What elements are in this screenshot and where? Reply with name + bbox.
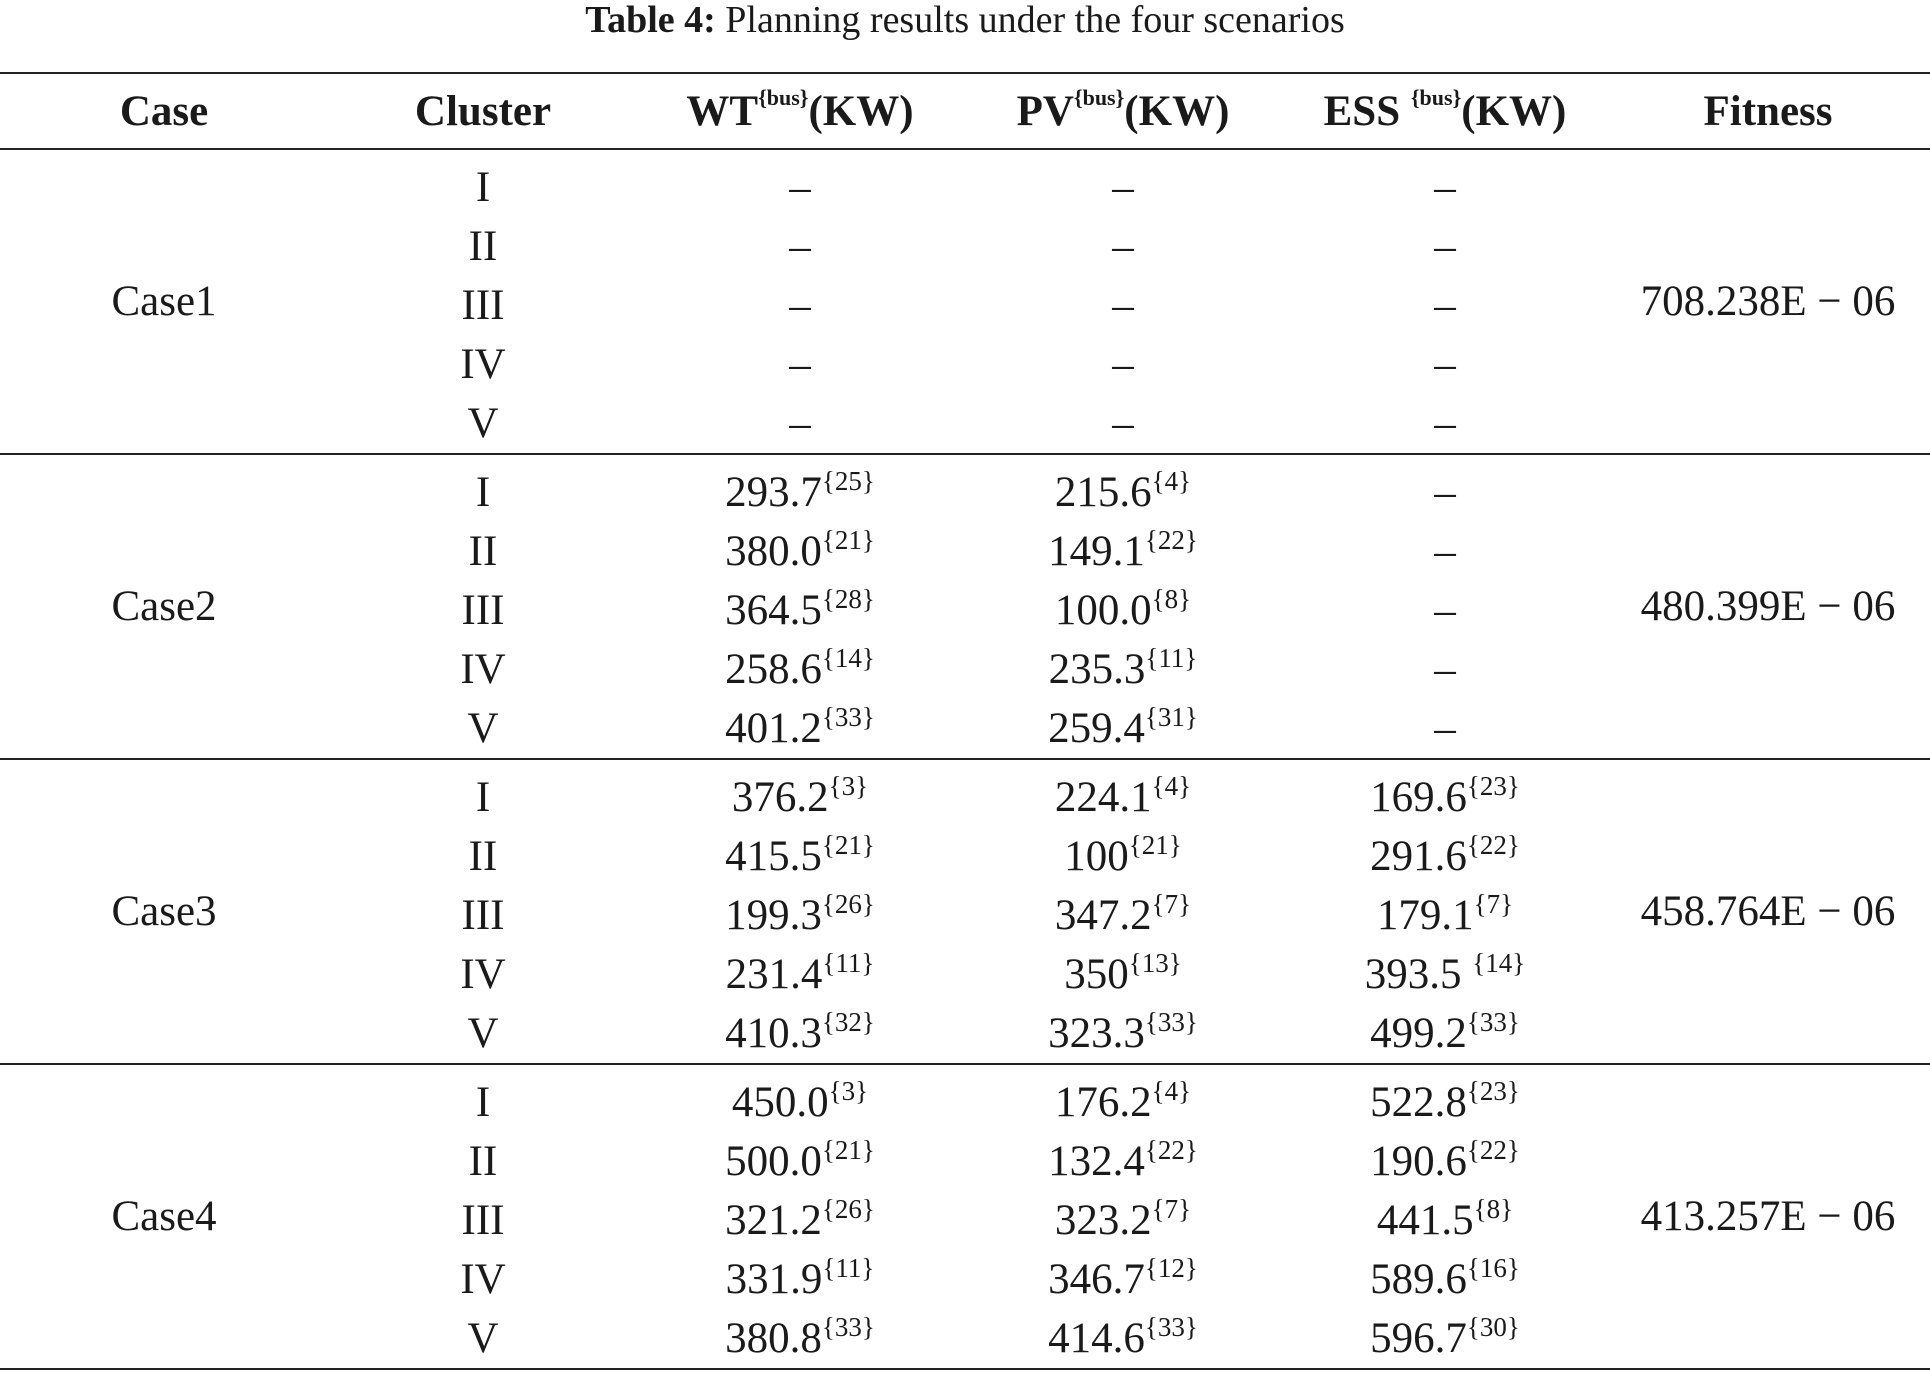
ess-cell bbox=[1284, 1132, 1606, 1191]
pv-value: 414.6 bbox=[1048, 1315, 1145, 1362]
pv-bus-index: {13} bbox=[1128, 948, 1182, 978]
table-caption-text: Planning results under the four scenarios bbox=[715, 0, 1345, 41]
wt-value: 380.0 bbox=[725, 528, 822, 575]
pv-cell bbox=[962, 640, 1284, 699]
wt-bus-index: {26} bbox=[821, 889, 875, 919]
header-wt bbox=[638, 73, 962, 149]
wt-cell bbox=[638, 581, 962, 640]
header-wt-sup: {bus} bbox=[758, 84, 809, 110]
table-header bbox=[0, 73, 1930, 149]
cluster-cell: V bbox=[328, 699, 638, 759]
ess-cell bbox=[1284, 335, 1606, 394]
wt-cell bbox=[638, 945, 962, 1004]
cluster-cell: II bbox=[468, 528, 498, 575]
pv-value: 132.4 bbox=[1048, 1138, 1145, 1185]
ess-value: – bbox=[1434, 223, 1456, 270]
cluster-cell: III bbox=[461, 892, 505, 939]
wt-bus-index: {33} bbox=[821, 1312, 875, 1342]
ess-bus-index: {22} bbox=[1466, 1135, 1520, 1165]
pv-bus-index: {4} bbox=[1151, 771, 1192, 801]
wt-bus-index: {21} bbox=[821, 830, 875, 860]
case-group bbox=[0, 759, 1930, 1064]
case-name-cell: Case2 bbox=[0, 454, 328, 759]
wt-bus-index: {21} bbox=[821, 1135, 875, 1165]
pv-bus-index: {12} bbox=[1144, 1253, 1198, 1283]
ess-cell bbox=[1284, 699, 1606, 759]
wt-cell bbox=[638, 335, 962, 394]
pv-bus-index: {22} bbox=[1144, 525, 1198, 555]
pv-bus-index: {7} bbox=[1151, 1194, 1192, 1224]
pv-cell bbox=[962, 276, 1284, 335]
wt-value: – bbox=[789, 282, 811, 329]
cluster-cell: IV bbox=[460, 646, 506, 693]
pv-cell bbox=[962, 1309, 1284, 1369]
header-ess-name: ESS bbox=[1323, 87, 1411, 135]
cluster-cell: III bbox=[461, 587, 505, 634]
wt-bus-index: {14} bbox=[821, 643, 875, 673]
ess-cell bbox=[1284, 1250, 1606, 1309]
wt-cell bbox=[638, 1064, 962, 1132]
ess-cell bbox=[1284, 640, 1606, 699]
wt-bus-index: {3} bbox=[828, 771, 869, 801]
ess-value: – bbox=[1434, 587, 1456, 634]
pv-cell bbox=[962, 454, 1284, 522]
ess-value: 179.1 bbox=[1376, 892, 1474, 939]
cluster-cell: I bbox=[475, 1079, 491, 1126]
wt-value: 410.3 bbox=[725, 1010, 822, 1057]
wt-bus-index: {32} bbox=[821, 1007, 875, 1037]
pv-value: 347.2 bbox=[1054, 892, 1152, 939]
wt-value: 199.3 bbox=[725, 892, 822, 939]
wt-value: 364.5 bbox=[725, 587, 822, 634]
ess-value: – bbox=[1434, 164, 1456, 211]
case-group bbox=[0, 149, 1930, 454]
pv-bus-index: {31} bbox=[1144, 702, 1198, 732]
wt-cell bbox=[638, 827, 962, 886]
table-row bbox=[0, 759, 1930, 827]
wt-bus-index: {28} bbox=[821, 584, 875, 614]
ess-cell bbox=[1284, 1004, 1606, 1064]
ess-cell bbox=[1284, 581, 1606, 640]
ess-cell bbox=[1284, 217, 1606, 276]
ess-value: 499.2 bbox=[1370, 1010, 1467, 1057]
wt-cell bbox=[638, 699, 962, 759]
pv-cell bbox=[962, 1250, 1284, 1309]
pv-value: – bbox=[1112, 223, 1134, 270]
wt-cell bbox=[638, 276, 962, 335]
cluster-cell: III bbox=[461, 1197, 505, 1244]
case-group bbox=[0, 454, 1930, 759]
ess-value: 441.5 bbox=[1376, 1197, 1474, 1244]
pv-cell bbox=[962, 1064, 1284, 1132]
fitness-cell: 413.257E − 06 bbox=[1606, 1064, 1930, 1369]
wt-value: 415.5 bbox=[725, 833, 822, 880]
wt-cell bbox=[638, 640, 962, 699]
pv-bus-index: {33} bbox=[1144, 1007, 1198, 1037]
ess-bus-index: {22} bbox=[1466, 830, 1520, 860]
ess-bus-index: {16} bbox=[1466, 1253, 1520, 1283]
header-fitness: Fitness bbox=[1606, 73, 1930, 149]
wt-cell bbox=[638, 217, 962, 276]
pv-value: 259.4 bbox=[1048, 705, 1145, 752]
ess-cell bbox=[1284, 149, 1606, 217]
case-name-cell: Case3 bbox=[0, 759, 328, 1064]
wt-bus-index: {21} bbox=[821, 525, 875, 555]
pv-value: – bbox=[1112, 341, 1134, 388]
wt-value: – bbox=[789, 400, 811, 447]
wt-cell bbox=[638, 149, 962, 217]
case-name-cell: Case1 bbox=[0, 149, 328, 454]
pv-cell bbox=[962, 335, 1284, 394]
planning-results-table bbox=[0, 72, 1930, 1370]
table-row bbox=[0, 454, 1930, 522]
ess-value: – bbox=[1434, 341, 1456, 388]
wt-bus-index: {11} bbox=[822, 948, 875, 978]
pv-cell bbox=[962, 827, 1284, 886]
wt-cell bbox=[638, 1309, 962, 1369]
pv-value: 100.0 bbox=[1054, 587, 1152, 634]
ess-bus-index: {8} bbox=[1473, 1194, 1514, 1224]
wt-value: 321.2 bbox=[725, 1197, 822, 1244]
pv-value: 323.3 bbox=[1048, 1010, 1145, 1057]
wt-bus-index: {26} bbox=[821, 1194, 875, 1224]
ess-value: – bbox=[1434, 528, 1456, 575]
pv-bus-index: {21} bbox=[1128, 830, 1182, 860]
pv-cell bbox=[962, 522, 1284, 581]
ess-bus-index: {14} bbox=[1472, 948, 1526, 978]
pv-value: 176.2 bbox=[1054, 1079, 1152, 1126]
header-pv-unit: (KW) bbox=[1124, 87, 1230, 135]
pv-value: 100 bbox=[1064, 833, 1129, 880]
wt-value: 376.2 bbox=[731, 774, 829, 821]
ess-cell bbox=[1284, 276, 1606, 335]
ess-cell bbox=[1284, 827, 1606, 886]
cluster-cell: I bbox=[475, 774, 491, 821]
ess-value: 393.5 bbox=[1364, 951, 1473, 998]
pv-cell bbox=[962, 945, 1284, 1004]
ess-value: – bbox=[1434, 646, 1456, 693]
pv-bus-index: {22} bbox=[1144, 1135, 1198, 1165]
header-pv-name: PV bbox=[1016, 87, 1074, 135]
wt-bus-index: {33} bbox=[821, 702, 875, 732]
pv-cell bbox=[962, 699, 1284, 759]
ess-cell bbox=[1284, 945, 1606, 1004]
ess-value: – bbox=[1434, 400, 1456, 447]
table-caption bbox=[0, 0, 1930, 40]
table-row bbox=[0, 149, 1930, 217]
ess-cell bbox=[1284, 886, 1606, 945]
header-wt-unit: (KW) bbox=[808, 87, 914, 135]
cluster-cell: II bbox=[468, 223, 498, 270]
ess-cell bbox=[1284, 1064, 1606, 1132]
header-pv bbox=[962, 73, 1284, 149]
pv-cell bbox=[962, 886, 1284, 945]
ess-cell bbox=[1284, 1191, 1606, 1250]
cluster-cell: IV bbox=[460, 951, 506, 998]
ess-bus-index: {23} bbox=[1466, 1076, 1520, 1106]
pv-value: – bbox=[1112, 282, 1134, 329]
ess-value: 169.6 bbox=[1370, 774, 1467, 821]
ess-value: – bbox=[1434, 705, 1456, 752]
ess-bus-index: {23} bbox=[1466, 771, 1520, 801]
table-caption-label: Table 4: bbox=[585, 0, 716, 41]
pv-bus-index: {11} bbox=[1145, 643, 1198, 673]
header-ess-unit: (KW) bbox=[1461, 87, 1567, 135]
pv-value: 346.7 bbox=[1048, 1256, 1145, 1303]
pv-value: 224.1 bbox=[1054, 774, 1152, 821]
header-case: Case bbox=[0, 73, 328, 149]
fitness-cell: 458.764E − 06 bbox=[1606, 759, 1930, 1064]
wt-value: – bbox=[789, 223, 811, 270]
ess-value: – bbox=[1434, 282, 1456, 329]
cluster-cell: III bbox=[461, 282, 505, 329]
wt-value: 500.0 bbox=[725, 1138, 822, 1185]
wt-value: 231.4 bbox=[725, 951, 823, 998]
pv-value: 149.1 bbox=[1048, 528, 1145, 575]
header-ess-sup: {bus} bbox=[1410, 84, 1462, 110]
pv-cell bbox=[962, 759, 1284, 827]
pv-cell bbox=[962, 394, 1284, 454]
ess-value: – bbox=[1434, 469, 1456, 516]
wt-value: 380.8 bbox=[725, 1315, 822, 1362]
pv-value: – bbox=[1112, 400, 1134, 447]
wt-bus-index: {25} bbox=[821, 466, 875, 496]
pv-bus-index: {8} bbox=[1151, 584, 1192, 614]
wt-value: 450.0 bbox=[731, 1079, 829, 1126]
pv-cell bbox=[962, 581, 1284, 640]
wt-value: 258.6 bbox=[725, 646, 822, 693]
header-pv-sup: {bus} bbox=[1073, 84, 1125, 110]
wt-value: 401.2 bbox=[725, 705, 822, 752]
ess-value: 522.8 bbox=[1370, 1079, 1467, 1126]
cluster-cell: II bbox=[468, 833, 498, 880]
cluster-cell: IV bbox=[460, 341, 506, 388]
wt-cell bbox=[638, 1191, 962, 1250]
header-ess bbox=[1284, 73, 1606, 149]
ess-bus-index: {7} bbox=[1473, 889, 1514, 919]
cluster-cell: I bbox=[475, 469, 491, 516]
fitness-cell: 480.399E − 06 bbox=[1606, 454, 1930, 759]
wt-cell bbox=[638, 886, 962, 945]
pv-cell bbox=[962, 149, 1284, 217]
ess-cell bbox=[1284, 394, 1606, 454]
wt-value: 293.7 bbox=[725, 469, 822, 516]
ess-bus-index: {33} bbox=[1466, 1007, 1520, 1037]
ess-value: 589.6 bbox=[1370, 1256, 1467, 1303]
wt-value: – bbox=[789, 164, 811, 211]
pv-cell bbox=[962, 1132, 1284, 1191]
ess-bus-index: {30} bbox=[1466, 1312, 1520, 1342]
ess-value: 190.6 bbox=[1370, 1138, 1467, 1185]
ess-cell bbox=[1284, 522, 1606, 581]
pv-value: – bbox=[1112, 164, 1134, 211]
wt-cell bbox=[638, 759, 962, 827]
cluster-cell: V bbox=[328, 394, 638, 454]
wt-cell bbox=[638, 522, 962, 581]
ess-value: 291.6 bbox=[1370, 833, 1467, 880]
wt-value: – bbox=[789, 341, 811, 388]
case-name-cell: Case4 bbox=[0, 1064, 328, 1369]
pv-bus-index: {33} bbox=[1144, 1312, 1198, 1342]
pv-cell bbox=[962, 1004, 1284, 1064]
ess-cell bbox=[1284, 454, 1606, 522]
pv-value: 235.3 bbox=[1048, 646, 1146, 693]
header-wt-name: WT bbox=[686, 87, 759, 135]
wt-cell bbox=[638, 454, 962, 522]
wt-cell bbox=[638, 1250, 962, 1309]
wt-cell bbox=[638, 394, 962, 454]
fitness-cell: 708.238E − 06 bbox=[1606, 149, 1930, 454]
wt-bus-index: {3} bbox=[828, 1076, 869, 1106]
pv-cell bbox=[962, 1191, 1284, 1250]
pv-value: 350 bbox=[1064, 951, 1129, 998]
pv-value: 323.2 bbox=[1054, 1197, 1152, 1244]
table-row bbox=[0, 1064, 1930, 1132]
pv-cell bbox=[962, 217, 1284, 276]
wt-cell bbox=[638, 1132, 962, 1191]
cluster-cell: V bbox=[328, 1309, 638, 1369]
ess-cell bbox=[1284, 1309, 1606, 1369]
wt-value: 331.9 bbox=[725, 1256, 823, 1303]
cluster-cell: IV bbox=[460, 1256, 506, 1303]
pv-value: 215.6 bbox=[1054, 469, 1152, 516]
wt-bus-index: {11} bbox=[822, 1253, 875, 1283]
cluster-cell: I bbox=[475, 164, 491, 211]
pv-bus-index: {4} bbox=[1151, 466, 1192, 496]
header-row bbox=[0, 73, 1930, 149]
wt-cell bbox=[638, 1004, 962, 1064]
pv-bus-index: {7} bbox=[1151, 889, 1192, 919]
ess-value: 596.7 bbox=[1370, 1315, 1467, 1362]
cluster-cell: II bbox=[468, 1138, 498, 1185]
pv-bus-index: {4} bbox=[1151, 1076, 1192, 1106]
cluster-cell: V bbox=[328, 1004, 638, 1064]
case-group bbox=[0, 1064, 1930, 1369]
header-cluster: Cluster bbox=[328, 73, 638, 149]
ess-cell bbox=[1284, 759, 1606, 827]
